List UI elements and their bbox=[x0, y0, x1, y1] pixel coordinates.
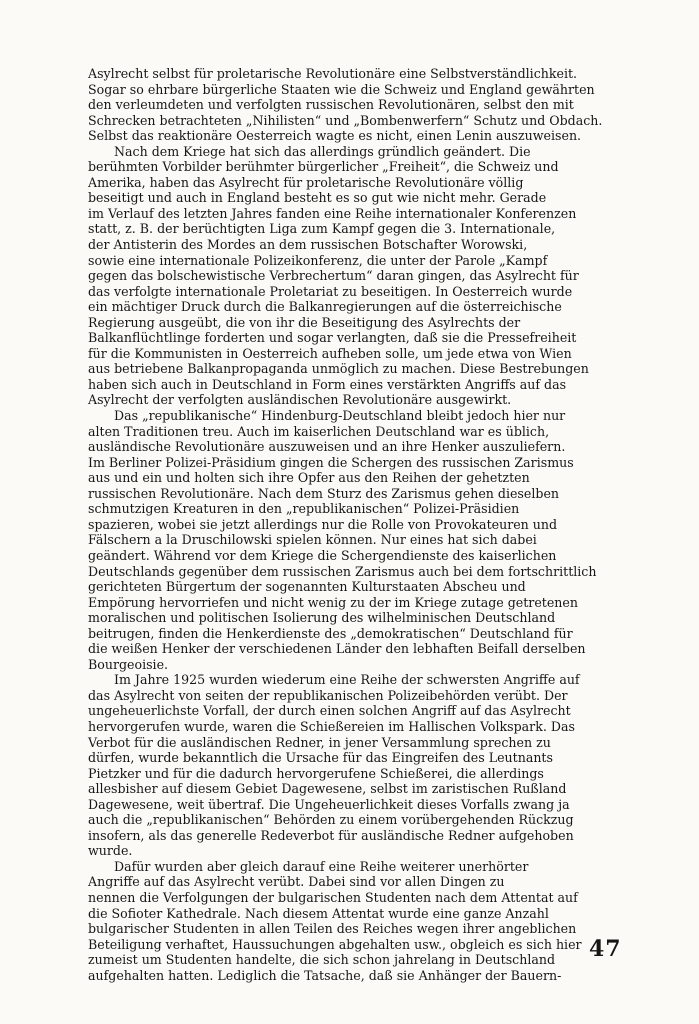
paragraph-1: Asylrecht selbst für proletarische Revolutionäre eine Selbstverständlichkeit. Sogar so ehrbare bürgerliche Staaten wie die Schweiz und England gewährten den verleumdeten und verfolgten russischen Revolutionären, selbst den mit Schrecken betrachteten „Nihilisten“ und „Bombenwerfern“ Schutz und Obdach. Selbst das reaktionäre Oesterreich wagte es nicht, einen Lenin auszuweisen. bbox=[88, 66, 603, 144]
paragraph-4: Im Jahre 1925 wurden wiederum eine Reihe der schwersten Angriffe auf das Asylrecht von seiten der republikanischen Polizeibehörden verübt. Der ungeheuerlichste Vorfall, der durch einen solchen Angriff auf das Asylrecht hervorgerufen wurde, waren die Schießereien im Hallischen Volkspark. Das Verbot für die ausländischen Redner, in jener Versammlung sprechen zu dürfen, wurde bekanntlich die Ursache für das Eingreifen des Leutnants Pietzker und für die dadurch hervorgerufene Schießerei, die allerdings allesbisher auf diesem Gebiet Dagewesene, selbst im zaristischen Rußland Dagewesene, weit übertraf. Die Ungeheuerlichkeit dieses Vorfalls zwang ja auch die „republikanischen“ Behörden zu einem vorübergehenden Rückzug insofern, als das generelle Redeverbot für ausländische Redner aufgehoben wurde. bbox=[88, 672, 580, 859]
paragraph-5: Dafür wurden aber gleich darauf eine Reihe weiterer unerhörter Angriffe auf das Asylrecht verübt. Dabei sind vor allen Dingen zu nennen die Verfolgungen der bulgarischen Studenten nach dem Attentat auf die Sofioter Kathedrale. Nach diesem Attentat wurde eine ganze Anzahl bulgarischer Studenten in allen Teilen des Reiches wegen ihrer angeblichen Beteiligung verhaftet, Haussuchungen abgehalten usw., obgleich es sich hier zumeist um Studenten handelte, die sich schon jahrelang in Deutschland aufgehalten hatten. Lediglich die Tatsache, daß sie Anhänger der Bauern- bbox=[88, 858, 582, 983]
page-number: 47 bbox=[589, 936, 622, 962]
paragraph-2: Nach dem Kriege hat sich das allerdings gründlich geändert. Die berühmten Vorbilder berühmter bürgerlicher „Freiheit“, die Schweiz und Amerika, haben das Asylrecht für proletarische Revolutionäre völlig beseitigt und auch in England besteht es so gut wie nicht mehr. Gerade im Verlauf des letzten Jahres fanden eine Reihe internationaler Konferenzen statt, z. B. der berüchtigten Liga zum Kampf gegen die 3. Internationale, der Antisterin des Mordes an dem russischen Botschafter Worowski, sowie eine internationale Polizeikonferenz, die unter der Parole „Kampf gegen das bolschewistische Verbrechertum“ daran gingen, das Asylrecht für das verfolgte internationale Proletariat zu beseitigen. In Oesterreich wurde ein mächtiger Druck durch die Balkanregierungen auf die österreichische Regierung ausgeübt, die von ihr die Beseitigung des Asylrechts der Balkanflüchtlinge forderten und sogar verlangten, daß sie die Pressefreiheit für die Kommunisten in Oesterreich aufheben solle, um jede etwa von Wien aus betriebene Balkanpropaganda unmöglich zu machen. Diese Bestrebungen haben sich auch in Deutschland in Form eines verstärkten Angriffs auf das Asylrecht der verfolgten ausländischen Revolutionäre ausgewirkt. bbox=[88, 143, 589, 408]
paragraph-3: Das „republikanische“ Hindenburg-Deutschland bleibt jedoch hier nur alten Traditionen treu. Auch im kaiserlichen Deutschland war es üblich, ausländische Revolutionäre auszuweisen und an ihre Henker auszuliefern. Im Berliner Polizei-Präsidium gingen die Schergen des russischen Zarismus aus und ein und holten sich ihre Opfer aus den Reihen der gehetzten russischen Revolutionäre. Nach dem Sturz des Zarismus gehen dieselben schmutzigen Kreaturen in den „republikanischen“ Polizei-Präsidien spazieren, wobei sie jetzt allerdings nur die Rolle von Provokateuren und Fälschern a la Druschilowski spielen können. Nur eines hat sich dabei geändert. Während vor dem Kriege die Schergendienste des kaiserlichen Deutschlands gegenüber dem russischen Zarismus auch bei dem fortschrittlich gerichteten Bürgertum der sogenannten Kulturstaaten Abscheu und Empörung hervorriefen und nicht wenig zu der im Kriege zutage getretenen moralischen und politischen Isolierung des wilhelminischen Deutschland beitrugen, finden die Henkerdienste des „demokratischen“ Deutschland für die weißen Henker der verschiedenen Länder den lebhaften Beifall derselben Bourgeoisie. bbox=[88, 408, 597, 672]
body-text bbox=[88, 66, 608, 983]
